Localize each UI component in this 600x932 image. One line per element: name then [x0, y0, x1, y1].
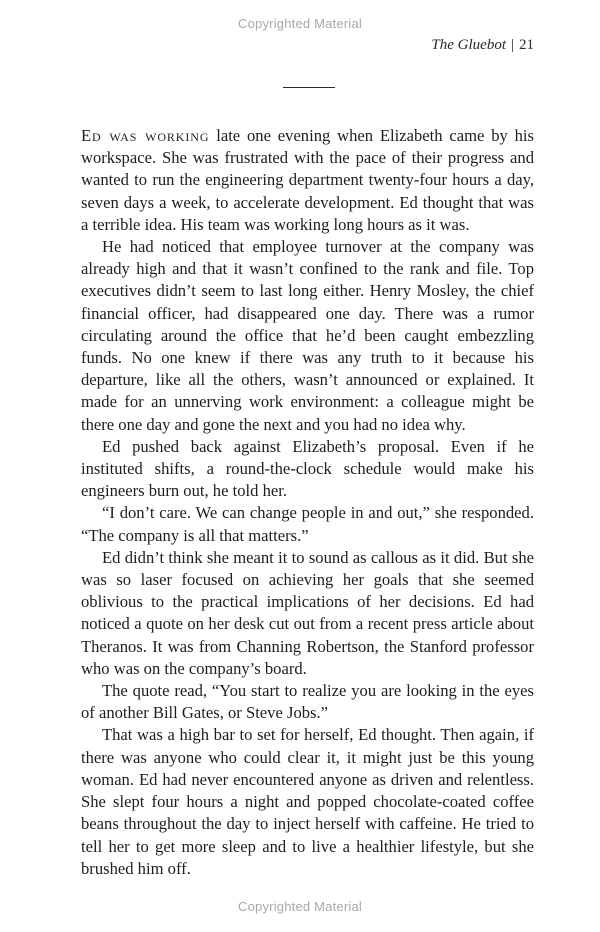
- paragraph: That was a high bar to set for herself, Ed thought. Then again, if there was anyone who could clear it, it might just be this young woman. Ed had never encountered anyone as driven and relentless. She slept four hours a night and popped chocolate-coated coffee beans throughout the day to inject herself with caffeine. He tried to tell her to get more sleep and to live a healthier lifestyle, but she brushed him off.: [81, 725, 534, 878]
- running-head-separator: |: [510, 37, 514, 53]
- section-break-rule: [283, 87, 335, 88]
- paragraph-text: late one evening when Elizabeth came by his workspace. She was frustrated with the pace of their progress and wanted to run the engineering department twenty-four hours a day, seven days a week, to accelerate development. Ed thought that was a terrible idea. His team was working long hours as it was.: [81, 126, 534, 234]
- paragraph: He had noticed that employee turnover at the company was already high and that it wasn’t confined to the rank and file. Top executives didn’t seem to last long either. Henry Mosley, the chief financial officer, had disappeared one day. There was a rumor circulating around the office that he’d been caught embezzling funds. No one knew if there was any truth to it because his departure, like all the others, wasn’t announced or explained. It made for an unnerving work environment: a colleague might be there one day and gone the next and you had no idea why.: [81, 237, 534, 434]
- paragraph: “I don’t care. We can change people in and out,” she responded. “The company is all that matters.”: [81, 503, 534, 545]
- paragraph: Ed didn’t think she meant it to sound as callous as it did. But she was so laser focused on achieving her goals that she seemed oblivious to the practical implications of her decisions. Ed had noticed a quote on her desk cut out from a recent press article about Theranos. It was from Channing Robertson, the Stanford professor who was on the company’s board.: [81, 547, 534, 678]
- paragraph: Ed pushed back against Elizabeth’s proposal. Even if he instituted shifts, a round-the-clock schedule would make his engineers burn out, he told her.: [81, 436, 534, 501]
- opening-smallcaps: Ed was working: [81, 126, 210, 145]
- paragraph: The quote read, “You start to realize you are looking in the eyes of another Bill Gates, or Steve Jobs.”: [81, 681, 534, 723]
- running-head: [431, 37, 534, 54]
- copyright-watermark-bottom: Copyrighted Material: [238, 899, 362, 914]
- body-text: [81, 125, 534, 880]
- page-number: 21: [519, 37, 534, 53]
- paragraph: [81, 125, 534, 236]
- copyright-watermark-top: Copyrighted Material: [238, 16, 362, 31]
- chapter-title: The Gluebot: [431, 37, 506, 53]
